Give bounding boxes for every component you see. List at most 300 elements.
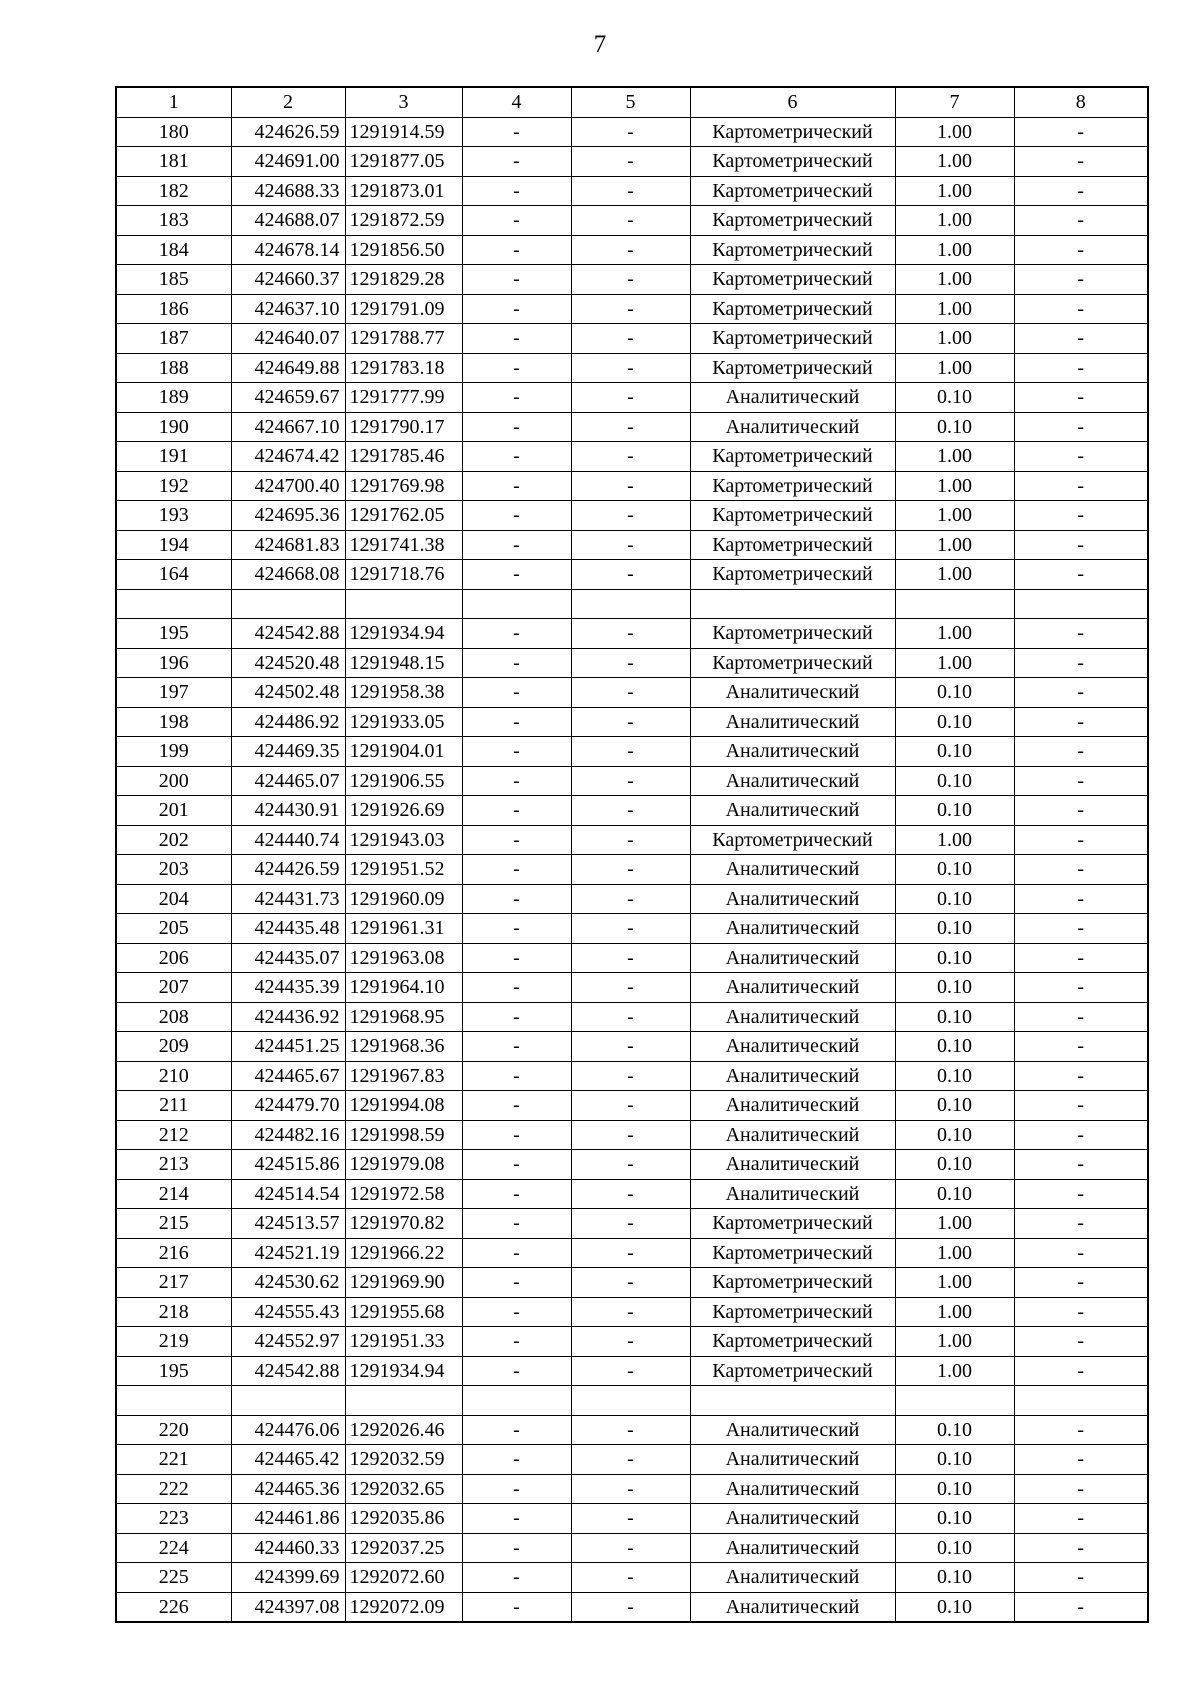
point-number-cell: 196: [116, 648, 231, 678]
col8-cell: -: [1014, 1061, 1148, 1091]
y-coordinate-cell: 1292035.86: [345, 1504, 462, 1534]
point-number-cell: 186: [116, 294, 231, 324]
x-coordinate-cell: 424688.07: [231, 206, 345, 236]
col5-cell: -: [571, 117, 690, 147]
x-coordinate-cell: 424674.42: [231, 442, 345, 472]
col4-cell: -: [462, 678, 571, 708]
method-cell: Картометрический: [690, 294, 895, 324]
x-coordinate-cell: 424520.48: [231, 648, 345, 678]
col8-cell: -: [1014, 265, 1148, 295]
x-coordinate-cell: 424660.37: [231, 265, 345, 295]
point-number-cell: 221: [116, 1445, 231, 1475]
x-coordinate-cell: 424476.06: [231, 1415, 345, 1445]
x-coordinate-cell: 424465.07: [231, 766, 345, 796]
x-coordinate-cell: 424667.10: [231, 412, 345, 442]
accuracy-cell: 1.00: [895, 471, 1014, 501]
method-cell: Картометрический: [690, 619, 895, 649]
point-number-cell: 217: [116, 1268, 231, 1298]
col8-cell: -: [1014, 147, 1148, 177]
y-coordinate-cell: 1291872.59: [345, 206, 462, 236]
col4-cell: -: [462, 442, 571, 472]
col4-cell: -: [462, 206, 571, 236]
column-header: 6: [690, 87, 895, 117]
x-coordinate-cell: 424695.36: [231, 501, 345, 531]
method-cell: Картометрический: [690, 353, 895, 383]
col4-cell: -: [462, 648, 571, 678]
x-coordinate-cell: 424700.40: [231, 471, 345, 501]
point-number-cell: 218: [116, 1297, 231, 1327]
point-number-cell: 223: [116, 1504, 231, 1534]
col4-cell: -: [462, 412, 571, 442]
table-row: [116, 117, 1148, 147]
table-row: [116, 648, 1148, 678]
y-coordinate-cell: 1291948.15: [345, 648, 462, 678]
accuracy-cell: 0.10: [895, 1592, 1014, 1622]
col4-cell: -: [462, 1032, 571, 1062]
accuracy-cell: 1.00: [895, 294, 1014, 324]
col8-cell: -: [1014, 648, 1148, 678]
col5-cell: -: [571, 678, 690, 708]
col8-cell: -: [1014, 678, 1148, 708]
method-cell: Аналитический: [690, 1415, 895, 1445]
col5-cell: -: [571, 147, 690, 177]
col4-cell: -: [462, 1445, 571, 1475]
col4-cell: [462, 1386, 571, 1416]
col8-cell: -: [1014, 737, 1148, 767]
col5-cell: -: [571, 1563, 690, 1593]
col5-cell: -: [571, 1120, 690, 1150]
col4-cell: -: [462, 1268, 571, 1298]
table-row: [116, 471, 1148, 501]
column-header: 1: [116, 87, 231, 117]
column-header: 3: [345, 87, 462, 117]
accuracy-cell: 1.00: [895, 619, 1014, 649]
table-row: [116, 766, 1148, 796]
accuracy-cell: 0.10: [895, 914, 1014, 944]
col4-cell: -: [462, 117, 571, 147]
table-row: [116, 943, 1148, 973]
method-cell: Картометрический: [690, 1297, 895, 1327]
table-row: [116, 1002, 1148, 1032]
point-number-cell: 192: [116, 471, 231, 501]
y-coordinate-cell: 1291769.98: [345, 471, 462, 501]
point-number-cell: [116, 589, 231, 619]
point-number-cell: 206: [116, 943, 231, 973]
x-coordinate-cell: 424397.08: [231, 1592, 345, 1622]
point-number-cell: 200: [116, 766, 231, 796]
col5-cell: -: [571, 1297, 690, 1327]
accuracy-cell: 1.00: [895, 176, 1014, 206]
accuracy-cell: 0.10: [895, 1415, 1014, 1445]
y-coordinate-cell: 1291964.10: [345, 973, 462, 1003]
table-row: [116, 1592, 1148, 1622]
col8-cell: -: [1014, 1268, 1148, 1298]
method-cell: [690, 589, 895, 619]
point-number-cell: 203: [116, 855, 231, 885]
col8-cell: -: [1014, 766, 1148, 796]
method-cell: Аналитический: [690, 1179, 895, 1209]
method-cell: Картометрический: [690, 825, 895, 855]
x-coordinate-cell: 424435.07: [231, 943, 345, 973]
col5-cell: -: [571, 1504, 690, 1534]
table-row: [116, 1061, 1148, 1091]
point-number-cell: 184: [116, 235, 231, 265]
col5-cell: -: [571, 1209, 690, 1239]
point-number-cell: 207: [116, 973, 231, 1003]
x-coordinate-cell: 424460.33: [231, 1533, 345, 1563]
col8-cell: -: [1014, 1563, 1148, 1593]
y-coordinate-cell: 1292037.25: [345, 1533, 462, 1563]
point-number-cell: 189: [116, 383, 231, 413]
point-number-cell: 201: [116, 796, 231, 826]
method-cell: Картометрический: [690, 1209, 895, 1239]
method-cell: Аналитический: [690, 707, 895, 737]
col8-cell: [1014, 589, 1148, 619]
table-row: [116, 501, 1148, 531]
accuracy-cell: 0.10: [895, 973, 1014, 1003]
table-row: [116, 530, 1148, 560]
col8-cell: -: [1014, 1032, 1148, 1062]
y-coordinate-cell: 1291904.01: [345, 737, 462, 767]
method-cell: Аналитический: [690, 1120, 895, 1150]
accuracy-cell: 1.00: [895, 1327, 1014, 1357]
x-coordinate-cell: 424399.69: [231, 1563, 345, 1593]
col4-cell: -: [462, 530, 571, 560]
method-cell: Картометрический: [690, 1238, 895, 1268]
col5-cell: -: [571, 353, 690, 383]
method-cell: Аналитический: [690, 973, 895, 1003]
accuracy-cell: 1.00: [895, 1209, 1014, 1239]
x-coordinate-cell: 424435.48: [231, 914, 345, 944]
col4-cell: -: [462, 1120, 571, 1150]
table-row: [116, 383, 1148, 413]
table-row: [116, 1209, 1148, 1239]
accuracy-cell: 0.10: [895, 678, 1014, 708]
method-cell: Картометрический: [690, 117, 895, 147]
col8-cell: -: [1014, 914, 1148, 944]
col5-cell: -: [571, 383, 690, 413]
point-number-cell: 214: [116, 1179, 231, 1209]
col4-cell: -: [462, 1327, 571, 1357]
x-coordinate-cell: 424426.59: [231, 855, 345, 885]
x-coordinate-cell: 424542.88: [231, 1356, 345, 1386]
y-coordinate-cell: 1291718.76: [345, 560, 462, 590]
x-coordinate-cell: [231, 1386, 345, 1416]
col4-cell: -: [462, 1415, 571, 1445]
accuracy-cell: 1.00: [895, 560, 1014, 590]
x-coordinate-cell: 424659.67: [231, 383, 345, 413]
point-number-cell: 194: [116, 530, 231, 560]
col5-cell: -: [571, 235, 690, 265]
method-cell: Аналитический: [690, 1002, 895, 1032]
method-cell: Аналитический: [690, 1563, 895, 1593]
table-row: [116, 442, 1148, 472]
col4-cell: -: [462, 471, 571, 501]
point-number-cell: 195: [116, 1356, 231, 1386]
col8-cell: -: [1014, 1179, 1148, 1209]
col5-cell: -: [571, 884, 690, 914]
col5-cell: -: [571, 1268, 690, 1298]
x-coordinate-cell: 424530.62: [231, 1268, 345, 1298]
x-coordinate-cell: 424440.74: [231, 825, 345, 855]
table-row: [116, 1179, 1148, 1209]
table-row: [116, 884, 1148, 914]
y-coordinate-cell: 1291968.95: [345, 1002, 462, 1032]
x-coordinate-cell: 424461.86: [231, 1504, 345, 1534]
y-coordinate-cell: 1291934.94: [345, 619, 462, 649]
col4-cell: -: [462, 1179, 571, 1209]
accuracy-cell: 1.00: [895, 235, 1014, 265]
y-coordinate-cell: 1291785.46: [345, 442, 462, 472]
col5-cell: -: [571, 412, 690, 442]
col4-cell: -: [462, 1356, 571, 1386]
table-row: [116, 796, 1148, 826]
accuracy-cell: 0.10: [895, 855, 1014, 885]
point-number-cell: 182: [116, 176, 231, 206]
col5-cell: [571, 1386, 690, 1416]
table-body: [116, 117, 1148, 1622]
accuracy-cell: 0.10: [895, 1150, 1014, 1180]
x-coordinate-cell: 424691.00: [231, 147, 345, 177]
y-coordinate-cell: [345, 1386, 462, 1416]
col5-cell: -: [571, 1356, 690, 1386]
table-row: [116, 1563, 1148, 1593]
col4-cell: -: [462, 1533, 571, 1563]
col4-cell: -: [462, 943, 571, 973]
method-cell: Картометрический: [690, 265, 895, 295]
col4-cell: -: [462, 825, 571, 855]
y-coordinate-cell: 1291951.52: [345, 855, 462, 885]
col4-cell: -: [462, 1150, 571, 1180]
table-row: [116, 176, 1148, 206]
method-cell: Картометрический: [690, 324, 895, 354]
col4-cell: -: [462, 235, 571, 265]
point-number-cell: 181: [116, 147, 231, 177]
col8-cell: [1014, 1386, 1148, 1416]
accuracy-cell: 0.10: [895, 383, 1014, 413]
col5-cell: -: [571, 1032, 690, 1062]
y-coordinate-cell: 1291777.99: [345, 383, 462, 413]
x-coordinate-cell: 424479.70: [231, 1091, 345, 1121]
accuracy-cell: 1.00: [895, 530, 1014, 560]
col4-cell: -: [462, 1504, 571, 1534]
y-coordinate-cell: 1291914.59: [345, 117, 462, 147]
table-row: [116, 206, 1148, 236]
table-row: [116, 914, 1148, 944]
header-row: [116, 87, 1148, 117]
point-number-cell: 190: [116, 412, 231, 442]
col5-cell: -: [571, 1150, 690, 1180]
point-number-cell: 191: [116, 442, 231, 472]
point-number-cell: 220: [116, 1415, 231, 1445]
y-coordinate-cell: 1291873.01: [345, 176, 462, 206]
accuracy-cell: 0.10: [895, 943, 1014, 973]
y-coordinate-cell: 1291762.05: [345, 501, 462, 531]
accuracy-cell: [895, 1386, 1014, 1416]
y-coordinate-cell: 1291926.69: [345, 796, 462, 826]
point-number-cell: 204: [116, 884, 231, 914]
x-coordinate-cell: 424430.91: [231, 796, 345, 826]
x-coordinate-cell: 424681.83: [231, 530, 345, 560]
col5-cell: -: [571, 560, 690, 590]
y-coordinate-cell: 1291951.33: [345, 1327, 462, 1357]
y-coordinate-cell: 1291968.36: [345, 1032, 462, 1062]
point-number-cell: 219: [116, 1327, 231, 1357]
point-number-cell: 197: [116, 678, 231, 708]
x-coordinate-cell: 424555.43: [231, 1297, 345, 1327]
y-coordinate-cell: 1291788.77: [345, 324, 462, 354]
col5-cell: -: [571, 1415, 690, 1445]
point-number-cell: 209: [116, 1032, 231, 1062]
method-cell: Картометрический: [690, 235, 895, 265]
col8-cell: -: [1014, 560, 1148, 590]
col5-cell: [571, 589, 690, 619]
y-coordinate-cell: 1291877.05: [345, 147, 462, 177]
table-row: [116, 1445, 1148, 1475]
accuracy-cell: 0.10: [895, 1563, 1014, 1593]
y-coordinate-cell: 1291969.90: [345, 1268, 462, 1298]
accuracy-cell: 0.10: [895, 1002, 1014, 1032]
table-row: [116, 353, 1148, 383]
point-number-cell: 198: [116, 707, 231, 737]
col8-cell: -: [1014, 1002, 1148, 1032]
accuracy-cell: 0.10: [895, 1533, 1014, 1563]
col5-cell: -: [571, 855, 690, 885]
col5-cell: -: [571, 1061, 690, 1091]
column-header: 5: [571, 87, 690, 117]
y-coordinate-cell: 1291906.55: [345, 766, 462, 796]
table-row: [116, 589, 1148, 619]
col5-cell: -: [571, 619, 690, 649]
accuracy-cell: 0.10: [895, 412, 1014, 442]
method-cell: Картометрический: [690, 648, 895, 678]
method-cell: Аналитический: [690, 796, 895, 826]
col5-cell: -: [571, 796, 690, 826]
y-coordinate-cell: 1291790.17: [345, 412, 462, 442]
x-coordinate-cell: 424469.35: [231, 737, 345, 767]
col8-cell: -: [1014, 412, 1148, 442]
accuracy-cell: 0.10: [895, 1091, 1014, 1121]
point-number-cell: 211: [116, 1091, 231, 1121]
col8-cell: -: [1014, 796, 1148, 826]
column-header: 7: [895, 87, 1014, 117]
method-cell: Аналитический: [690, 1533, 895, 1563]
table-row: [116, 855, 1148, 885]
col4-cell: -: [462, 1474, 571, 1504]
column-header: 8: [1014, 87, 1148, 117]
col8-cell: -: [1014, 442, 1148, 472]
method-cell: Аналитический: [690, 1474, 895, 1504]
point-number-cell: 187: [116, 324, 231, 354]
method-cell: [690, 1386, 895, 1416]
point-number-cell: 193: [116, 501, 231, 531]
point-number-cell: 180: [116, 117, 231, 147]
accuracy-cell: 0.10: [895, 884, 1014, 914]
col4-cell: -: [462, 796, 571, 826]
y-coordinate-cell: 1292072.09: [345, 1592, 462, 1622]
col4-cell: -: [462, 707, 571, 737]
col8-cell: -: [1014, 1504, 1148, 1534]
x-coordinate-cell: 424486.92: [231, 707, 345, 737]
point-number-cell: 224: [116, 1533, 231, 1563]
y-coordinate-cell: 1291856.50: [345, 235, 462, 265]
method-cell: Картометрический: [690, 1268, 895, 1298]
col4-cell: -: [462, 737, 571, 767]
col5-cell: -: [571, 1179, 690, 1209]
table-row: [116, 1120, 1148, 1150]
col4-cell: [462, 589, 571, 619]
accuracy-cell: 0.10: [895, 796, 1014, 826]
point-number-cell: 215: [116, 1209, 231, 1239]
x-coordinate-cell: 424435.39: [231, 973, 345, 1003]
table-row: [116, 560, 1148, 590]
point-number-cell: 199: [116, 737, 231, 767]
method-cell: Аналитический: [690, 943, 895, 973]
col8-cell: -: [1014, 973, 1148, 1003]
col4-cell: -: [462, 1091, 571, 1121]
x-coordinate-cell: 424513.57: [231, 1209, 345, 1239]
y-coordinate-cell: 1292026.46: [345, 1415, 462, 1445]
col5-cell: -: [571, 1002, 690, 1032]
x-coordinate-cell: 424502.48: [231, 678, 345, 708]
x-coordinate-cell: 424552.97: [231, 1327, 345, 1357]
accuracy-cell: 1.00: [895, 501, 1014, 531]
accuracy-cell: 1.00: [895, 206, 1014, 236]
method-cell: Картометрический: [690, 1327, 895, 1357]
point-number-cell: 226: [116, 1592, 231, 1622]
col8-cell: -: [1014, 1415, 1148, 1445]
col8-cell: -: [1014, 294, 1148, 324]
y-coordinate-cell: 1291933.05: [345, 707, 462, 737]
col5-cell: -: [571, 1592, 690, 1622]
x-coordinate-cell: 424542.88: [231, 619, 345, 649]
col4-cell: -: [462, 619, 571, 649]
accuracy-cell: 1.00: [895, 442, 1014, 472]
x-coordinate-cell: 424626.59: [231, 117, 345, 147]
accuracy-cell: 1.00: [895, 648, 1014, 678]
col5-cell: -: [571, 825, 690, 855]
col8-cell: -: [1014, 235, 1148, 265]
y-coordinate-cell: 1291783.18: [345, 353, 462, 383]
y-coordinate-cell: [345, 589, 462, 619]
col8-cell: -: [1014, 1091, 1148, 1121]
accuracy-cell: 1.00: [895, 324, 1014, 354]
col4-cell: -: [462, 353, 571, 383]
table-row: [116, 294, 1148, 324]
table-row: [116, 1327, 1148, 1357]
col5-cell: -: [571, 943, 690, 973]
x-coordinate-cell: 424521.19: [231, 1238, 345, 1268]
table-row: [116, 619, 1148, 649]
point-number-cell: 205: [116, 914, 231, 944]
x-coordinate-cell: 424637.10: [231, 294, 345, 324]
point-number-cell: 208: [116, 1002, 231, 1032]
point-number-cell: 164: [116, 560, 231, 590]
col5-cell: -: [571, 737, 690, 767]
x-coordinate-cell: 424649.88: [231, 353, 345, 383]
point-number-cell: 210: [116, 1061, 231, 1091]
table-row: [116, 265, 1148, 295]
col5-cell: -: [571, 1533, 690, 1563]
col4-cell: -: [462, 147, 571, 177]
accuracy-cell: 0.10: [895, 707, 1014, 737]
y-coordinate-cell: 1291967.83: [345, 1061, 462, 1091]
x-coordinate-cell: 424514.54: [231, 1179, 345, 1209]
method-cell: Картометрический: [690, 471, 895, 501]
col8-cell: -: [1014, 471, 1148, 501]
accuracy-cell: 0.10: [895, 1474, 1014, 1504]
col4-cell: -: [462, 855, 571, 885]
